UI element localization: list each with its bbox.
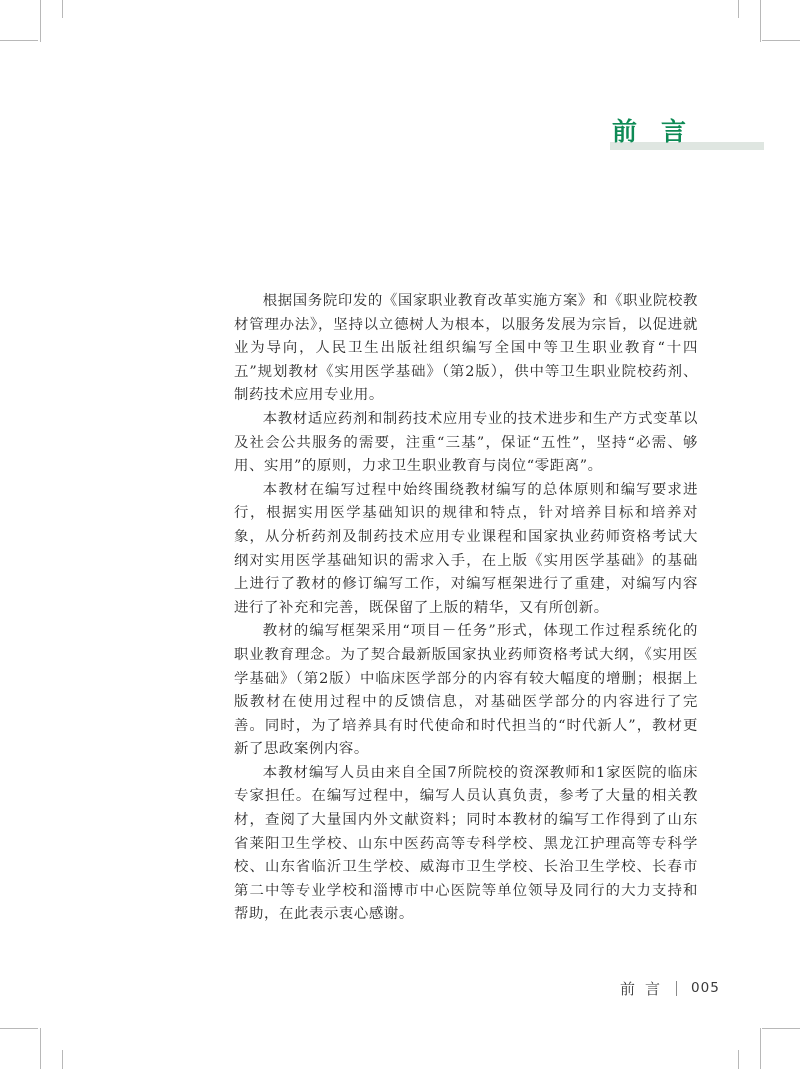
page-title: 前言 [612, 117, 711, 146]
crop-mark [62, 0, 63, 18]
crop-mark [760, 0, 761, 42]
paragraph: 本教材在编写过程中始终围绕教材编写的总体原则和编写要求进行，根据实用医学基础知识的规律和特点，针对培养目标和培养对象，从分析药剂及制药技术应用专业课程和国家执业药师资格考试大纲对实用医学基础知识的需求入手，在上版《实用医学基础》的基础上进行了教材的修订编写工作，对编写框架进行了重建，对编写内容进行了补充和完善，既保留了上版的精华，又有所创新。 [234, 481, 698, 616]
crop-mark [762, 1028, 800, 1029]
crop-mark [62, 1050, 63, 1069]
page-number: 005 [691, 980, 720, 996]
crop-mark [40, 0, 41, 42]
footer-section-title: 前言 [620, 979, 671, 998]
crop-mark [0, 40, 38, 41]
crop-mark [760, 1028, 761, 1069]
paragraph: 根据国务院印发的《国家职业教育改革实施方案》和《职业院校教材管理办法》，坚持以立德树人为根本，以服务发展为宗旨，以促进就业为导向，人民卫生出版社组织编写全国中等卫生职业教育“十四五”规划教材《实用医学基础》（第2版），供中等卫生职业院校药剂、制药技术应用专业用。 [234, 293, 698, 404]
page-footer [620, 977, 720, 999]
chapter-heading [610, 116, 764, 152]
paragraph: 本教材适应药剂和制药技术应用专业的技术进步和生产方式变革以及社会公共服务的需要，注重“三基”，保证“五性”，坚持“必需、够用、实用”的原则，力求卫生职业教育与岗位“零距离”。 [234, 410, 698, 475]
crop-mark [738, 1050, 739, 1069]
paragraph: 教材的编写框架采用“项目－任务”形式，体现工作过程系统化的职业教育理念。为了契合最新版国家执业药师资格考试大纲，《实用医学基础》（第2版）中临床医学部分的内容有较大幅度的增删；根据上版教材在使用过程中的反馈信息，对基础医学部分的内容进行了完善。同时，为了培养具有时代使命和时代担当的“时代新人”，教材更新了思政案例内容。 [234, 623, 698, 758]
crop-mark [738, 0, 739, 18]
preface-body [234, 290, 698, 927]
crop-mark [40, 1028, 41, 1069]
crop-mark [762, 40, 800, 41]
footer-divider [676, 981, 677, 996]
crop-mark [0, 1028, 38, 1029]
paragraph: 本教材编写人员由来自全国7所院校的资深教师和1家医院的临床专家担任。在编写过程中，编写人员认真负责，参考了大量的相关教材，查阅了大量国内外文献资料；同时本教材的编写工作得到了山东省莱阳卫生学校、山东中医药高等专科学校、黑龙江护理高等专科学校、山东省临沂卫生学校、威海市卫生学校、长治卫生学校、长春市第二中等专业学校和淄博市中心医院等单位领导及同行的大力支持和帮助，在此表示衷心感谢。 [234, 764, 698, 923]
